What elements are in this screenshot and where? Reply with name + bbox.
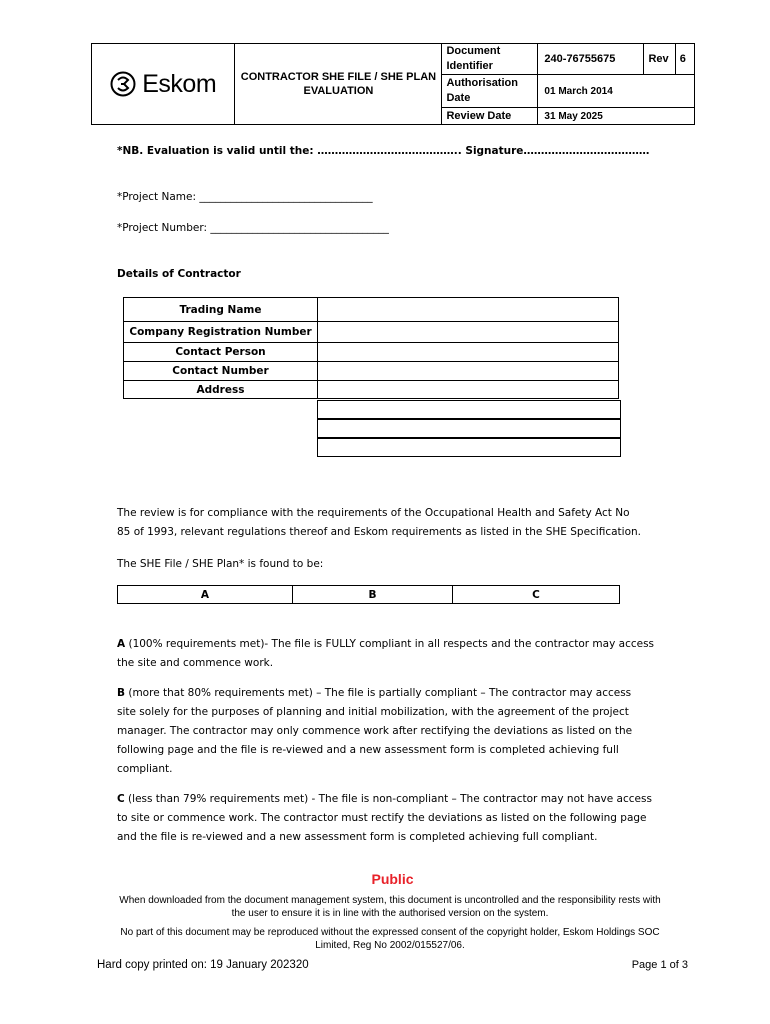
eskom-logo-icon	[110, 71, 136, 97]
grade-a-description	[117, 635, 662, 673]
grade-b-letter: B	[117, 687, 126, 699]
details-input-contact-number[interactable]	[318, 362, 619, 381]
document-title	[235, 44, 442, 125]
grade-c-line-3: and the file is re-viewed and a new assessment form is completed achieving full compliant.	[117, 831, 598, 843]
page-number: Page 1 of 3	[631, 959, 688, 971]
project-number-field[interactable]: *Project Number: __________________________________	[117, 222, 389, 234]
grade-b-line-1: (more that 80% requirements met) – The file is partially compliant – The contractor may access	[125, 687, 632, 699]
review-date-label: Review Date	[442, 108, 538, 125]
grade-b-line-4: following page and the file is re-viewed and a new assessment form is completed achieving full	[117, 744, 619, 756]
details-label-contact-person: Contact Person	[124, 343, 318, 362]
doc-id-label	[442, 44, 538, 75]
grade-a-line-2: the site and commence work.	[117, 657, 274, 669]
address-input-line-3[interactable]	[317, 419, 621, 438]
grade-a-cell[interactable]: A	[118, 586, 293, 604]
details-label-address: Address	[124, 381, 318, 399]
grade-c-line-2: to site or commence work. The contractor must rectify the deviations as listed on the following page	[117, 812, 647, 824]
auth-date-label	[442, 75, 538, 108]
contractor-details-table	[123, 297, 619, 399]
details-input-trading-name[interactable]	[318, 298, 619, 322]
project-name-field[interactable]: *Project Name: _________________________________	[117, 191, 373, 203]
uncontrolled-notice	[95, 895, 685, 920]
copyright-notice-line-1: No part of this document may be reproduced without the expressed consent of the copyright holder, Eskom Holdings SOC	[120, 927, 660, 938]
review-para-line-2: 85 of 1993, relevant regulations thereof and Eskom requirements as listed in the SHE Specification.	[117, 526, 641, 538]
grade-a-line-1: (100% requirements met)- The file is FULLY compliant in all respects and the contractor may access	[125, 638, 655, 650]
review-date-value: 31 May 2025	[538, 108, 695, 125]
grade-c-letter: C	[117, 793, 125, 805]
copyright-notice	[95, 927, 685, 952]
grade-c-cell[interactable]: C	[453, 586, 620, 604]
rev-label: Rev	[644, 44, 675, 75]
details-label-contact-number: Contact Number	[124, 362, 318, 381]
doc-id-label-1: Document	[446, 45, 501, 57]
title-line-1: CONTRACTOR SHE FILE / SHE PLAN	[240, 71, 437, 83]
eskom-logo	[96, 70, 230, 99]
validity-signature-line: *NB. Evaluation is valid until the: ………………………………….. Signature………………………………	[117, 145, 650, 157]
grade-b-line-2: site solely for the purposes of planning and initial mobilization, with the agreement of the project	[117, 706, 629, 718]
review-paragraph	[117, 504, 662, 542]
grade-b-line-3: manager. The contractor may only commence work after rectifying the deviations as listed on the	[117, 725, 633, 737]
auth-date-value: 01 March 2014	[538, 75, 695, 108]
logo-cell	[92, 44, 235, 125]
auth-date-label-1: Authorisation	[446, 77, 518, 89]
grade-c-description	[117, 790, 662, 847]
details-input-registration[interactable]	[318, 322, 619, 343]
document-header-table	[91, 43, 695, 125]
details-of-contractor-heading: Details of Contractor	[117, 268, 241, 280]
grade-b-line-5: compliant.	[117, 763, 173, 775]
review-para-line-1: The review is for compliance with the requirements of the Occupational Health and Safety Act No	[117, 507, 630, 519]
grade-a-letter: A	[117, 638, 126, 650]
found-to-be-label: The SHE File / SHE Plan* is found to be:	[117, 558, 324, 570]
rev-value: 6	[675, 44, 694, 75]
doc-id-value: 240-76755675	[538, 44, 644, 75]
auth-date-label-2: Date	[446, 92, 471, 104]
classification-label: Public	[371, 871, 414, 887]
title-line-2: EVALUATION	[303, 85, 374, 97]
grade-b-description	[117, 684, 662, 779]
details-input-contact-person[interactable]	[318, 343, 619, 362]
uncontrolled-notice-line-1: When downloaded from the document management system, this document is uncontrolled and the responsibility rests with	[119, 895, 661, 906]
details-label-registration: Company Registration Number	[124, 322, 318, 343]
address-input-line-4[interactable]	[317, 438, 621, 457]
logo-text: Eskom	[142, 69, 217, 98]
doc-id-label-2: Identifier	[446, 60, 493, 72]
details-label-trading-name: Trading Name	[124, 298, 318, 322]
grade-b-cell[interactable]: B	[293, 586, 453, 604]
address-input-line-2[interactable]	[317, 400, 621, 419]
printed-on-date: Hard copy printed on: 19 January 202320	[97, 959, 309, 971]
uncontrolled-notice-line-2: the user to ensure it is in line with the authorised version on the system.	[231, 907, 549, 919]
grade-selection-table	[117, 585, 620, 604]
grade-c-line-1: (less than 79% requirements met) - The file is non-compliant – The contractor may not have access	[124, 793, 652, 805]
details-input-address[interactable]	[318, 381, 619, 399]
copyright-notice-line-2: Limited, Reg No 2002/015527/06.	[315, 939, 465, 951]
